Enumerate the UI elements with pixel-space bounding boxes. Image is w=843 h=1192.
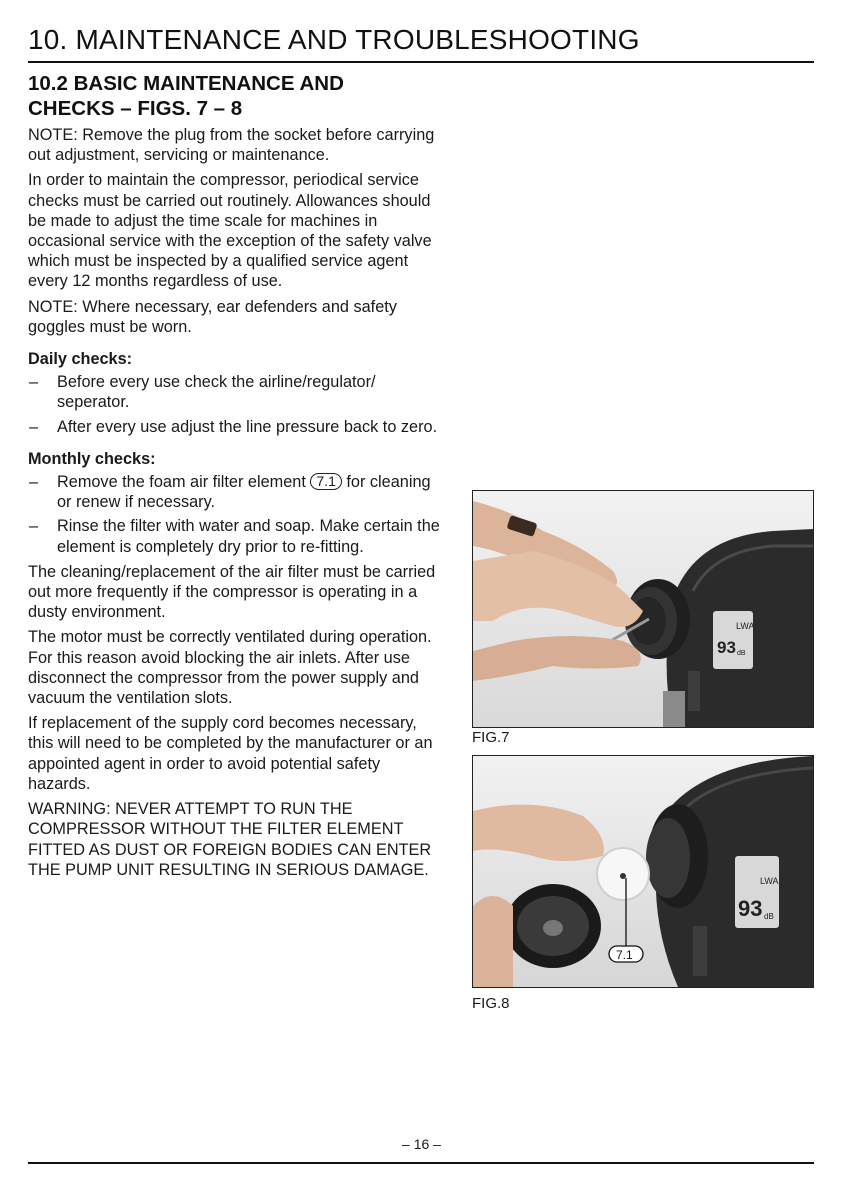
paragraph-supply-cord: If replacement of the supply cord becomes necessary, this will need to be completed by the manufacturer or an appointed agent in order to avoid potential safety hazards.: [28, 714, 433, 793]
monthly-checks-title: Monthly checks:: [28, 449, 156, 468]
figure-8-photo: [472, 755, 814, 988]
daily-checks-title: Daily checks:: [28, 350, 133, 369]
db-value: 93: [738, 896, 763, 921]
warning-text: WARNING: NEVER ATTEMPT TO RUN THE COMPRESSOR WITHOUT THE FILTER ELEMENT FITTED AS DUST OR FOREIGN BODIES CAN ENTER THE PUMP UNIT RESULTING IN SERIOUS DAMAGE.: [28, 800, 432, 879]
reference-callout: 7.1: [310, 473, 341, 490]
figure-8-caption: FIG.8: [472, 995, 510, 1012]
figure-7-photo: [472, 490, 814, 728]
list-item: – Rinse the filter with water and soap. Make certain the element is completely dry prior to re-fitting.: [29, 517, 440, 556]
note-unplug: NOTE: Remove the plug from the socket before carrying out adjustment, servicing or maintenance.: [28, 126, 435, 165]
filter-removal-photo: [473, 491, 813, 727]
paragraph-ventilation: The motor must be correctly ventilated during operation. For this reason avoid blocking the air inlets. After use disconnect the compressor from the power supply and vacuum the ventilation slots.: [28, 628, 432, 708]
header-divider: [28, 61, 814, 63]
list-item: – After every use adjust the line pressure back to zero.: [29, 417, 438, 436]
filter-element-photo: [473, 756, 813, 987]
list-item: – Remove the foam air filter element 7.1 for cleaning or renew if necessary.: [29, 473, 431, 512]
lwa-label: LWA: [760, 876, 779, 886]
db-unit: dB: [737, 650, 746, 657]
part-callout-label: 7.1: [616, 948, 633, 962]
db-unit: dB: [764, 912, 774, 921]
page-number: – 16 –: [402, 1136, 441, 1152]
dash-marker: –: [29, 517, 39, 536]
lwa-label: LWA: [736, 621, 755, 631]
page-title: 10. MAINTENANCE AND TROUBLESHOOTING: [28, 24, 640, 55]
dash-marker: –: [29, 417, 39, 436]
list-item: – Before every use check the airline/regulator/ seperator.: [29, 373, 376, 412]
paragraph-dusty: The cleaning/replacement of the air filter must be carried out more frequently if the compressor is operating in a dusty environment.: [28, 562, 436, 622]
daily-checks-list: [28, 372, 440, 437]
note-ear-defenders: NOTE: Where necessary, ear defenders and safety goggles must be worn.: [28, 297, 397, 336]
dash-marker: –: [29, 373, 39, 392]
section-title: [28, 71, 440, 121]
section-title-line2: CHECKS – FIGS. 7 – 8: [28, 97, 243, 120]
dash-marker: –: [29, 473, 39, 492]
main-text-column: [28, 71, 440, 885]
section-title-line1: 10.2 BASIC MAINTENANCE AND: [28, 72, 344, 95]
footer-divider: [28, 1162, 814, 1164]
db-value: 93: [717, 638, 736, 657]
paragraph-maintenance: In order to maintain the compressor, periodical service checks must be carried out routinely. Allowances should be made to adjust the time scale for machines in occasional service with the exception of the safety valve which must be inspected by a qualified service agent every 12 months regardless of use.: [28, 171, 432, 291]
monthly-checks-list: [28, 472, 440, 557]
figure-7-caption: FIG.7: [472, 729, 510, 746]
